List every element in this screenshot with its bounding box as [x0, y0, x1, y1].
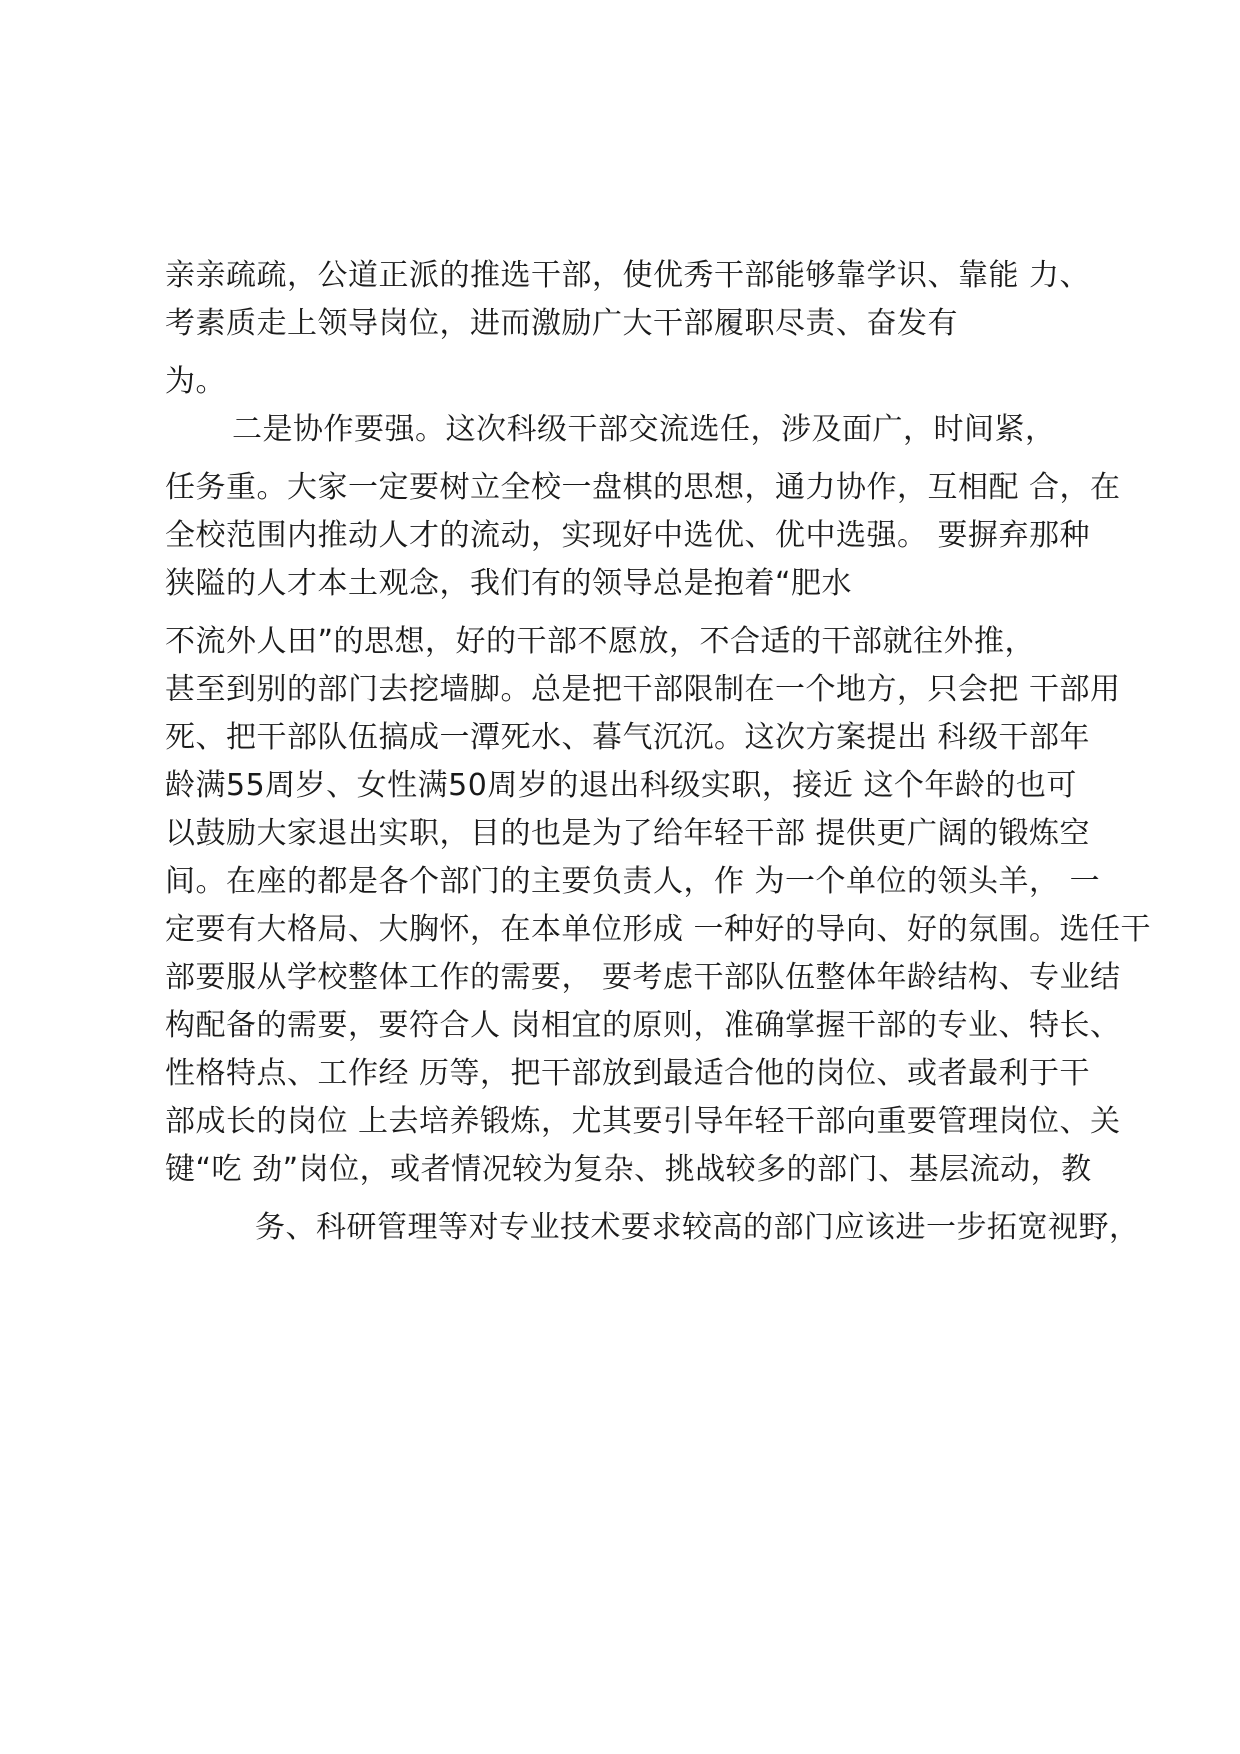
text-line-10: 死、把干部队伍搞成一潭死水、暮气沉沉。这次方案提出 科级干部年 — [165, 720, 1091, 755]
text-line-12: 以鼓励大家退出实职，目的也是为了给年轻干部 提供更广阔的锻炼空 — [165, 816, 1091, 851]
text-line-15: 部要服从学校整体工作的需要， 要考虑干部队伍整体年龄结构、专业结 — [165, 960, 1121, 995]
text-line-20: 务、科研管理等对专业技术要求较高的部门应该进一步拓宽视野， — [255, 1210, 1140, 1245]
text-line-17: 性格特点、工作经 历等，把干部放到最适合他的岗位、或者最利于干 — [165, 1056, 1091, 1091]
text-line-2: 考素质走上领导岗位，进而激励广大干部履职尽责、奋发有 — [165, 306, 958, 341]
text-line-16: 构配备的需要，要符合人 岗相宜的原则，准确掌握干部的专业、特长、 — [165, 1008, 1121, 1043]
text-line-19: 键“吃 劲”岗位，或者情况较为复杂、挑战较多的部门、基层流动，教 — [165, 1152, 1092, 1187]
text-line-4: 二是协作要强。这次科级干部交流选任，涉及面广，时间紧， — [232, 412, 1056, 447]
text-line-6: 全校范围内推动人才的流动，实现好中选优、优中选强。 要摒弃那种 — [165, 518, 1091, 553]
text-line-9: 甚至到别的部门去挖墙脚。总是把干部限制在一个地方，只会把 干部用 — [165, 672, 1121, 707]
text-line-7: 狭隘的人才本土观念，我们有的领导总是抱着“肥水 — [165, 566, 853, 601]
text-line-5: 任务重。大家一定要树立全校一盘棋的思想，通力协作，互相配 合，在 — [165, 470, 1121, 505]
text-line-18: 部成长的岗位 上去培养锻炼，尤其要引导年轻干部向重要管理岗位、关 — [165, 1104, 1121, 1139]
text-line-11: 龄满55周岁、女性满50周岁的退出科级实职，接近 这个年龄的也可 — [165, 768, 1077, 803]
text-line-14: 定要有大格局、大胸怀，在本单位形成 一种好的导向、好的氛围。选任干 — [165, 912, 1152, 947]
text-line-13: 间。在座的都是各个部门的主要负责人，作 为一个单位的领头羊， 一 — [165, 864, 1101, 899]
text-line-1: 亲亲疏疏，公道正派的推选干部，使优秀干部能够靠学识、靠能 力、 — [165, 258, 1091, 293]
text-line-8: 不流外人田”的思想，好的干部不愿放，不合适的干部就往外推， — [165, 624, 1036, 659]
text-line-3: 为。 — [165, 364, 226, 399]
